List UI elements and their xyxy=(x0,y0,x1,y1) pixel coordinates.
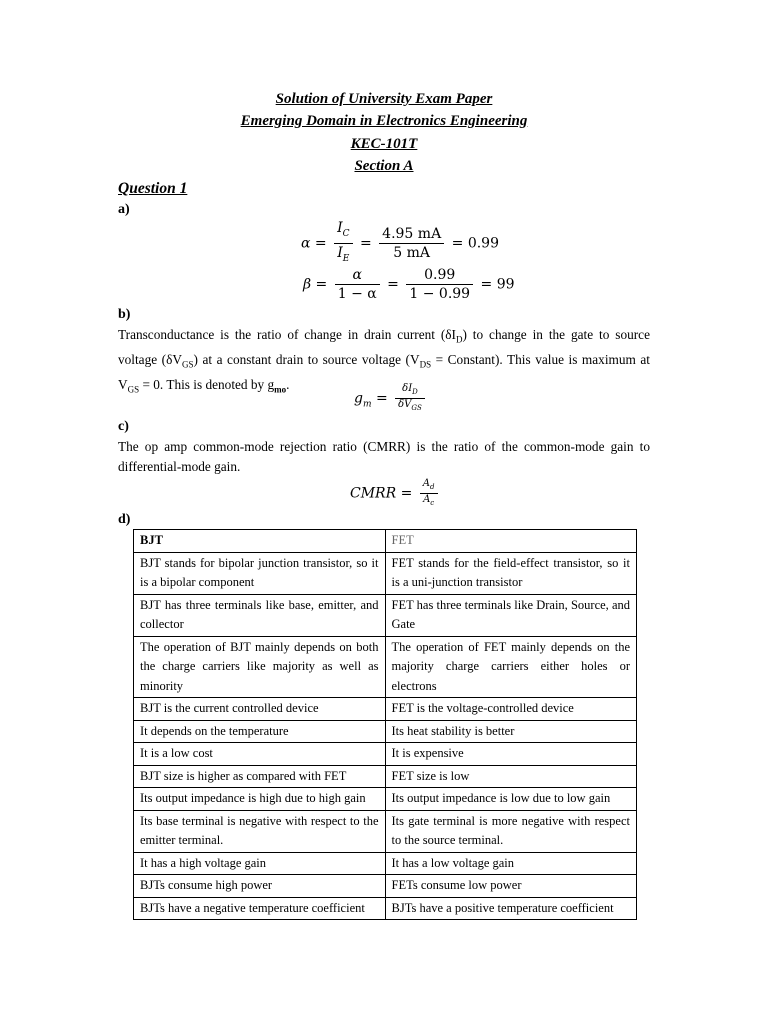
header-section: Section A xyxy=(354,158,414,174)
part-c-label: c) xyxy=(118,419,129,434)
cell-fet: Its gate terminal is more negative with respect to the source terminal. xyxy=(385,810,637,852)
alpha-symbol: α xyxy=(301,235,311,252)
alpha-den2: 5 mA xyxy=(393,244,431,261)
gm-num: δI xyxy=(402,383,413,394)
gm-lhs: g xyxy=(354,390,363,407)
question-title: Question 1 xyxy=(118,180,188,197)
beta-result: = 99 xyxy=(480,276,515,293)
cmrr-num: A xyxy=(422,478,431,489)
comparison-table xyxy=(133,529,637,920)
cell-bjt: BJT has three terminals like base, emitter, and collector xyxy=(134,594,386,636)
cell-fet: It has a low voltage gain xyxy=(385,852,637,875)
cell-bjt: Its base terminal is negative with respect to the emitter terminal. xyxy=(134,810,386,852)
b-text-2: ) to change in the gate to source voltage (δV xyxy=(118,327,650,368)
header-title: Solution of University Exam Paper xyxy=(275,91,493,107)
cell-bjt: Its output impedance is high due to high gain xyxy=(134,788,386,811)
table-row xyxy=(134,810,637,852)
part-c-text: The op amp common-mode rejection ratio (CMRR) is the ratio of the common-mode gain to differential-mode gain. xyxy=(118,439,650,474)
beta-formula: β = $\frac{\alpha}{1 - \alpha}$ = $\frac{0.99}{1 - 0.99}$ = 99 xyxy=(303,267,515,302)
b-sub-2: GS xyxy=(181,359,194,370)
beta-num: α xyxy=(335,266,380,285)
header-bjt: BJT xyxy=(134,530,386,553)
cell-fet: BJTs have a positive temperature coefficient xyxy=(385,897,637,920)
b-sub-4: GS xyxy=(127,384,140,395)
cell-fet: FET is the voltage-controlled device xyxy=(385,698,637,721)
cell-fet: Its heat stability is better xyxy=(385,720,637,743)
cell-fet: FETs consume low power xyxy=(385,875,637,898)
alpha-num2: 4.95 mA xyxy=(379,225,444,244)
b-text-1: Transconductance is the ratio of change in drain current (δI xyxy=(118,327,456,342)
cmrr-num-sub: d xyxy=(430,483,435,491)
cell-fet: FET has three terminals like Drain, Source, and Gate xyxy=(385,594,637,636)
table-row xyxy=(134,852,637,875)
cell-fet: The operation of FET mainly depends on the majority charge carriers either holes or electrons xyxy=(385,636,637,698)
alpha-den: I xyxy=(337,244,343,261)
cell-bjt: The operation of BJT mainly depends on both the charge carriers like majority as well as minority xyxy=(134,636,386,698)
alpha-num-sub: C xyxy=(342,228,350,239)
b-text-5: = 0. This is denoted by g xyxy=(139,377,275,393)
cell-bjt: BJT is the current controlled device xyxy=(134,698,386,721)
part-a-label: a) xyxy=(118,202,130,217)
gm-den: δV xyxy=(398,399,412,410)
b-sub-1: D xyxy=(455,334,463,345)
header-subject: Emerging Domain in Electronics Engineering xyxy=(240,113,528,129)
table-row xyxy=(134,594,637,636)
cmrr-den-sub: c xyxy=(430,499,435,507)
b-text-4: = Constant). This value is maximum at V xyxy=(118,352,650,393)
header-code: KEC-101T xyxy=(350,136,418,152)
cell-bjt: BJTs have a negative temperature coefficient xyxy=(134,897,386,920)
beta-den: 1 − α xyxy=(337,286,377,302)
table-row xyxy=(134,875,637,898)
part-d-label: d) xyxy=(118,512,131,527)
beta-symbol: β xyxy=(303,276,312,293)
cell-bjt: BJT stands for bipolar junction transistor, so it is a bipolar component xyxy=(134,552,386,594)
cell-fet: It is expensive xyxy=(385,743,637,766)
table-row xyxy=(134,897,637,920)
b-sub-3: DS xyxy=(419,359,432,370)
alpha-result: = 0.99 xyxy=(451,235,499,252)
table-row xyxy=(134,743,637,766)
gm-formula: $g_m$ = $\frac{\delta I_D}{\delta V_{GS}}$ xyxy=(354,383,428,414)
alpha-formula: α = $\frac{I_C}{I_E}$ = $\frac{4.95 mA}{5 mA}$ = 0.99 xyxy=(301,220,499,264)
gm-num-sub: D xyxy=(412,388,418,396)
cell-bjt: It has a high voltage gain xyxy=(134,852,386,875)
cell-bjt: It depends on the temperature xyxy=(134,720,386,743)
alpha-den-sub: E xyxy=(342,253,350,264)
cmrr-den: A xyxy=(423,494,431,505)
alpha-num: I xyxy=(337,220,343,236)
gm-lhs-sub: m xyxy=(362,399,372,410)
cell-fet: Its output impedance is low due to low gain xyxy=(385,788,637,811)
b-sub-5: mo xyxy=(274,384,287,395)
b-text-3: ) at a constant drain to source voltage (V xyxy=(193,352,420,368)
cell-bjt: It is a low cost xyxy=(134,743,386,766)
cell-fet: FET stands for the field-effect transistor, so it is a uni-junction transistor xyxy=(385,552,637,594)
cmrr-formula: CMRR = $\frac{A_d}{A_c}$ xyxy=(350,478,441,509)
table-row xyxy=(134,698,637,721)
b-text-6: . xyxy=(286,377,290,393)
table-row xyxy=(134,720,637,743)
gm-den-sub: GS xyxy=(411,404,422,412)
table-header-row xyxy=(134,530,637,553)
table-row xyxy=(134,636,637,698)
cell-bjt: BJTs consume high power xyxy=(134,875,386,898)
header-fet: FET xyxy=(385,530,637,553)
cmrr-lhs: CMRR xyxy=(350,485,397,502)
table-row xyxy=(134,788,637,811)
cell-bjt: BJT size is higher as compared with FET xyxy=(134,765,386,788)
beta-den2: 1 − 0.99 xyxy=(409,286,471,302)
table-row xyxy=(134,552,637,594)
table-row xyxy=(134,765,637,788)
beta-num2: 0.99 xyxy=(406,266,473,285)
part-b-label: b) xyxy=(118,307,131,322)
cell-fet: FET size is low xyxy=(385,765,637,788)
